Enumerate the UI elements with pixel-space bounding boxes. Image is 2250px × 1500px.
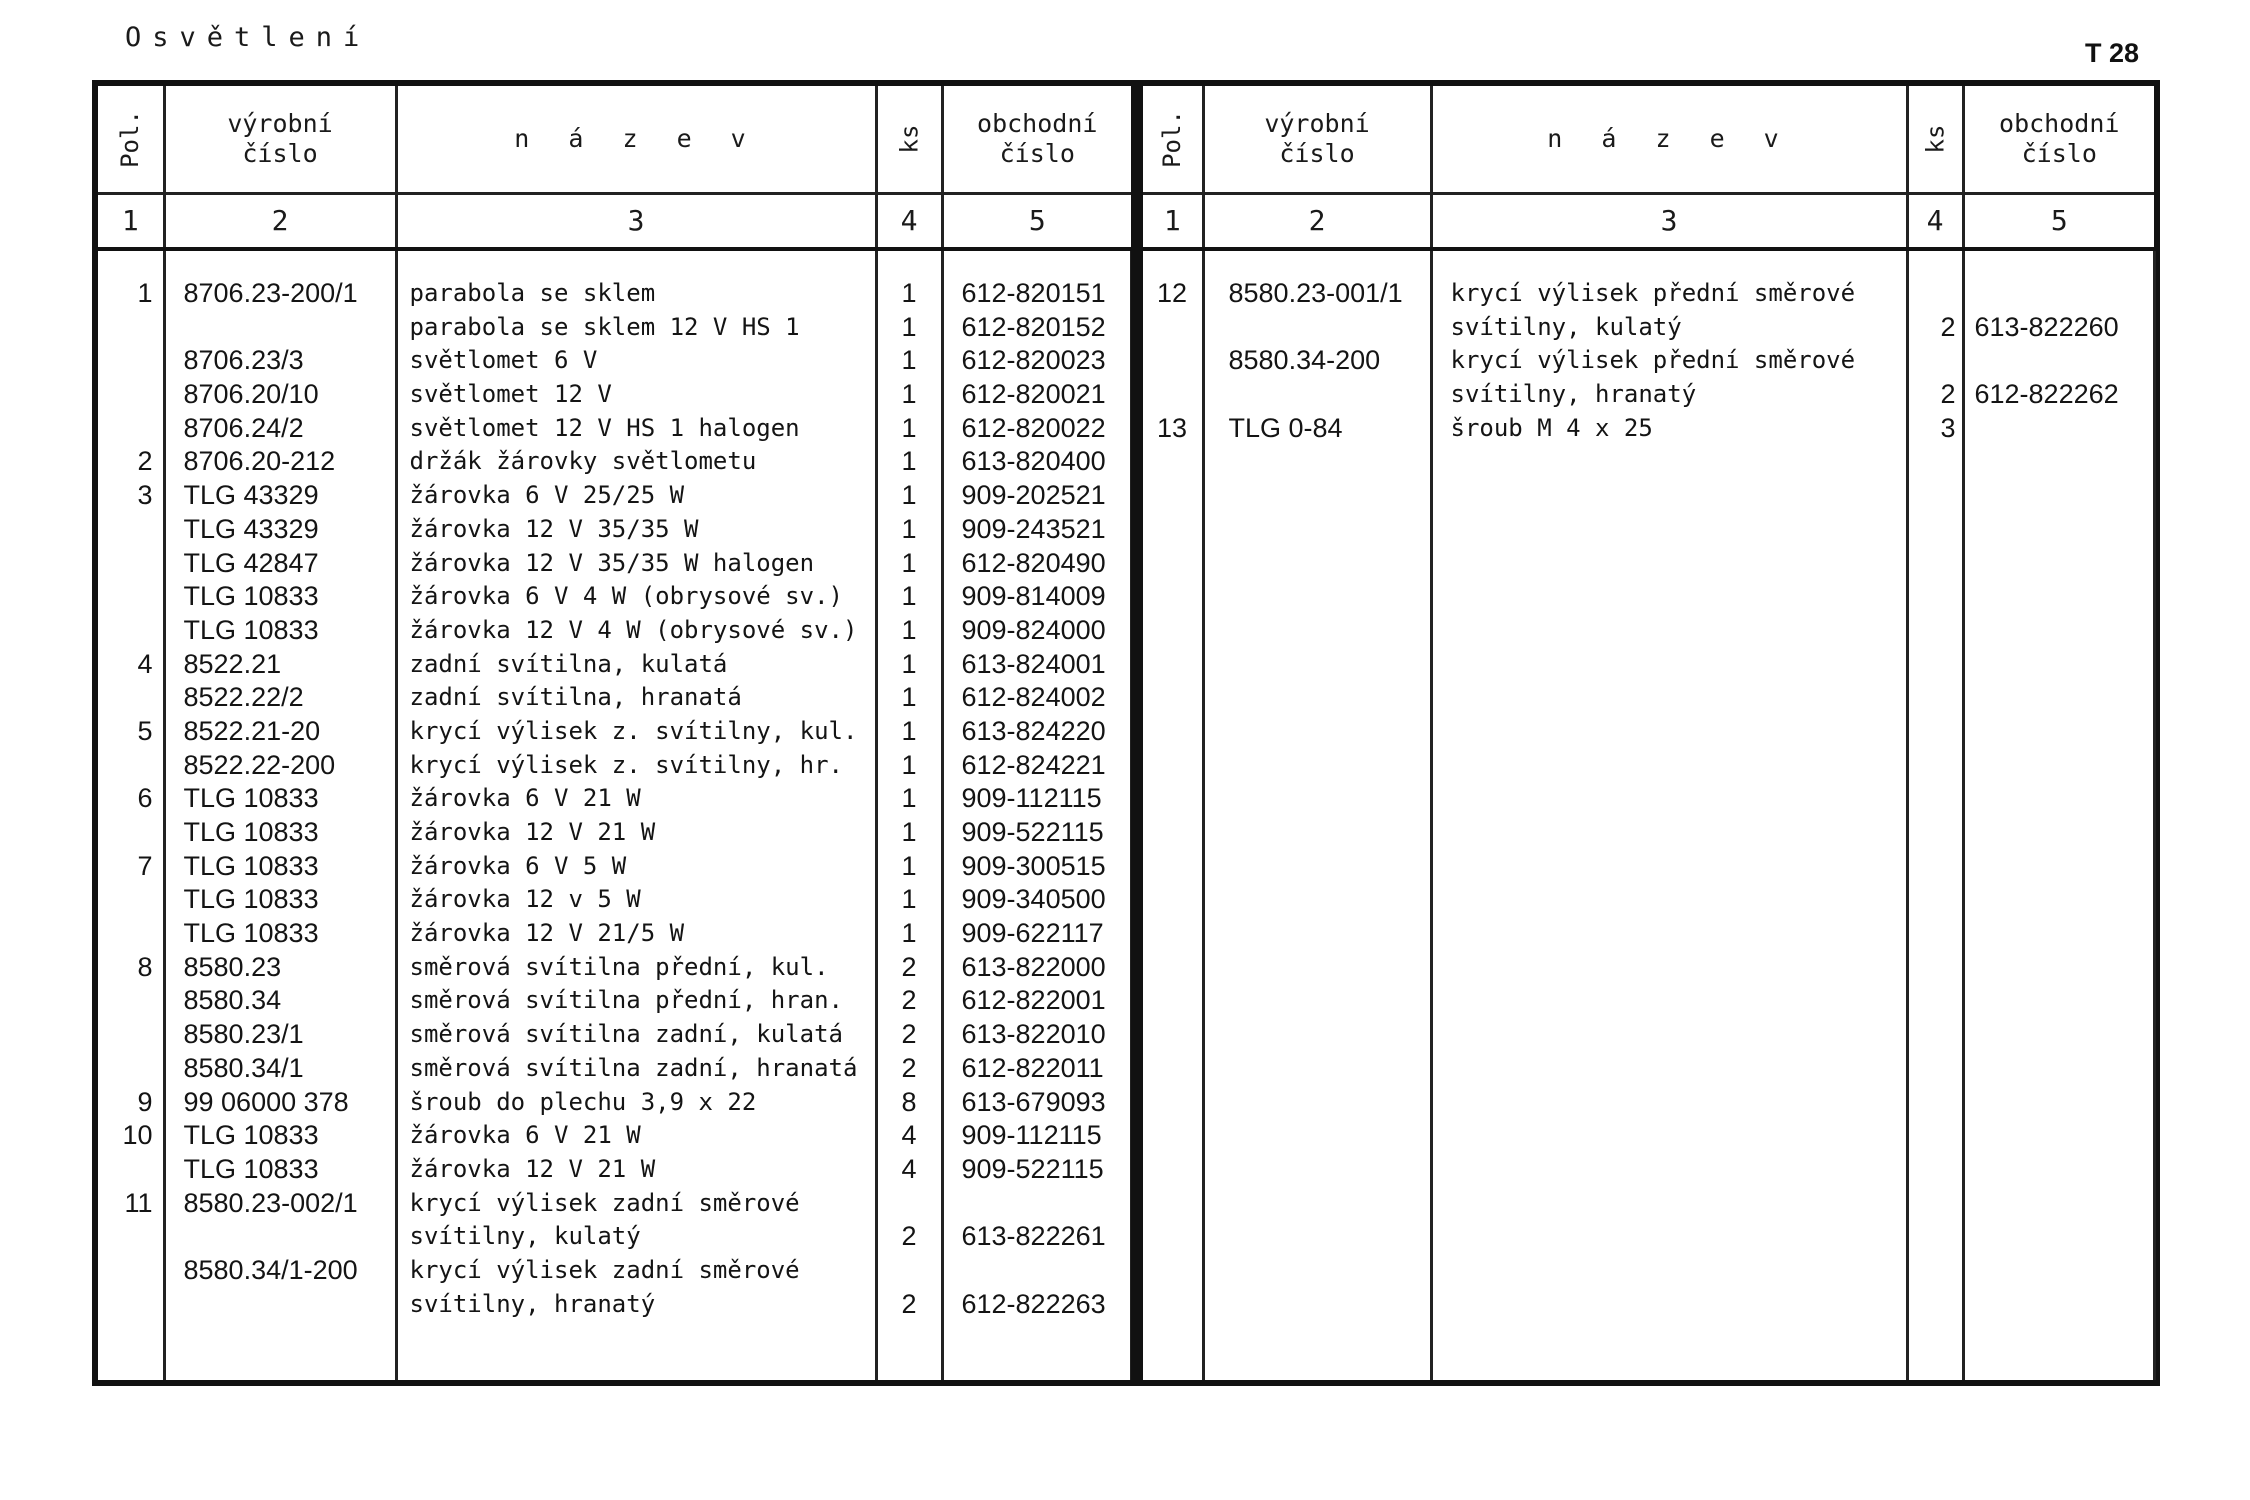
left-row-16-ks: 1	[901, 817, 917, 847]
left-row-30-ks: 2	[901, 1288, 917, 1319]
left-row-0-ks: 1	[901, 278, 917, 308]
left-row-27-nazev: krycí výlisek zadní směrové	[409, 1188, 800, 1217]
left-row-11-nazev: zadní svítilna, kulatá	[409, 649, 728, 678]
left-row-25-pol: 10	[122, 1120, 153, 1151]
left-row-29-ks	[878, 1254, 941, 1288]
colnum-1-right: 1	[1143, 194, 1203, 250]
page-code: T 28	[2085, 38, 2140, 68]
colnum-5-right: 5	[1963, 194, 2154, 250]
right-row-0-pol: 12	[1157, 278, 1188, 308]
colnum-5: 5	[942, 194, 1131, 250]
left-row-10-pol	[98, 614, 163, 648]
left-row-29-obchodni	[944, 1254, 1130, 1288]
right-row-0-obchodni	[1965, 277, 2153, 311]
header-ks: ks	[876, 86, 942, 194]
left-row-10-ks: 1	[901, 614, 917, 645]
left-row-3-pol	[98, 378, 163, 412]
right-row-3-nazev: svítilny, hranatý	[1450, 380, 1697, 409]
header-pol-right: Pol.	[1143, 86, 1203, 194]
left-row-21-pol	[98, 984, 163, 1018]
left-row-9-ks: 1	[901, 581, 917, 612]
left-row-17-nazev: žárovka 6 V 5 W	[409, 851, 627, 880]
left-row-19-cislo: TLG 10833	[183, 918, 319, 949]
left-row-5-obchodni: 613-820400	[961, 446, 1106, 477]
left-row-17-obchodni: 909-300515	[961, 850, 1106, 881]
left-row-26-pol	[98, 1153, 163, 1187]
header-pol: Pol.	[98, 86, 164, 194]
left-table-half	[98, 86, 1131, 1380]
left-row-0-pol: 1	[137, 278, 153, 308]
left-row-15-cislo: TLG 10833	[183, 783, 319, 814]
left-row-4-cislo: 8706.24/2	[183, 412, 304, 443]
left-column-nazev	[396, 249, 876, 1380]
left-row-21-cislo: 8580.34	[183, 985, 282, 1016]
left-row-22-cislo: 8580.23/1	[183, 1019, 304, 1050]
left-row-6-cislo: TLG 43329	[183, 480, 319, 511]
left-row-13-nazev: krycí výlisek z. svítilny, kul.	[409, 716, 858, 745]
left-row-18-pol	[98, 883, 163, 917]
left-row-4-obchodni: 612-820022	[961, 412, 1106, 443]
left-row-24-obchodni: 613-679093	[961, 1086, 1106, 1117]
left-row-10-obchodni: 909-824000	[961, 614, 1106, 645]
left-column-obchodni	[942, 249, 1131, 1380]
left-row-12-cislo: 8522.22/2	[183, 682, 304, 713]
left-row-7-pol	[98, 513, 163, 547]
right-row-3-obchodni: 612-822262	[1974, 379, 2119, 410]
left-row-7-ks: 1	[901, 513, 917, 544]
right-row-1-nazev: svítilny, kulatý	[1450, 312, 1682, 341]
left-row-29-pol	[98, 1254, 163, 1288]
left-row-30-cislo	[166, 1288, 395, 1322]
left-row-6-ks: 1	[901, 480, 917, 511]
parts-table-frame	[92, 80, 2160, 1386]
left-row-17-pol: 7	[137, 850, 153, 881]
left-row-12-nazev: zadní svítilna, hranatá	[409, 683, 742, 712]
left-row-9-cislo: TLG 10833	[183, 581, 319, 612]
left-row-20-obchodni: 613-822000	[961, 951, 1106, 982]
left-row-8-pol	[98, 547, 163, 581]
left-row-5-ks: 1	[901, 446, 917, 477]
left-row-8-cislo: TLG 42847	[183, 547, 319, 578]
left-row-4-pol	[98, 412, 163, 446]
right-row-2-obchodni	[1965, 344, 2153, 378]
left-row-1-cislo	[166, 311, 395, 345]
left-row-25-ks: 4	[901, 1120, 917, 1151]
colnum-1: 1	[98, 194, 164, 250]
right-parts-table	[1143, 86, 2156, 1380]
left-row-1-pol	[98, 311, 163, 345]
header-obchodni-cislo-right: obchodní číslo	[1963, 86, 2154, 194]
header-nazev: n á z e v	[396, 86, 876, 194]
right-column-cislo	[1203, 249, 1431, 1380]
right-row-3-pol	[1143, 378, 1202, 412]
page-title: Osvětlení	[125, 22, 371, 53]
right-row-2-pol	[1143, 344, 1202, 378]
right-table-half	[1131, 86, 2154, 1380]
left-row-29-cislo: 8580.34/1-200	[183, 1254, 358, 1285]
left-row-27-ks	[878, 1187, 941, 1221]
left-row-6-obchodni: 909-202521	[961, 480, 1106, 511]
colnum-2: 2	[164, 194, 396, 250]
right-row-4-nazev: šroub M 4 x 25	[1450, 413, 1653, 442]
left-row-24-cislo: 99 06000 378	[183, 1086, 349, 1117]
left-column-pol	[98, 249, 164, 1380]
left-row-4-ks: 1	[901, 412, 917, 443]
colnum-2-right: 2	[1203, 194, 1431, 250]
right-row-4-pol: 13	[1157, 412, 1188, 443]
right-row-4-obchodni	[1965, 412, 2153, 446]
left-row-18-cislo: TLG 10833	[183, 884, 319, 915]
left-row-12-obchodni: 612-824002	[961, 682, 1106, 713]
left-row-10-nazev: žárovka 12 V 4 W (obrysové sv.)	[409, 615, 858, 644]
left-row-6-pol: 3	[137, 480, 153, 511]
left-row-28-ks: 2	[901, 1221, 917, 1252]
left-row-15-ks: 1	[901, 783, 917, 814]
left-row-21-ks: 2	[901, 985, 917, 1016]
left-row-28-cislo	[166, 1220, 395, 1254]
right-row-2-cislo: 8580.34-200	[1228, 345, 1381, 376]
header-ks-right: ks	[1907, 86, 1963, 194]
left-row-29-nazev: krycí výlisek zadní směrové	[409, 1255, 800, 1284]
left-row-13-obchodni: 613-824220	[961, 715, 1106, 746]
left-row-14-cislo: 8522.22-200	[183, 749, 336, 780]
left-row-22-ks: 2	[901, 1019, 917, 1050]
left-row-7-nazev: žárovka 12 V 35/35 W	[409, 514, 699, 543]
header-obchodni-cislo: obchodní číslo	[942, 86, 1131, 194]
left-row-0-nazev: parabola se sklem	[409, 279, 656, 307]
left-row-13-ks: 1	[901, 715, 917, 746]
left-row-3-ks: 1	[901, 379, 917, 410]
right-column-nazev	[1431, 249, 1907, 1380]
left-row-16-obchodni: 909-522115	[961, 817, 1104, 847]
left-row-4-nazev: světlomet 12 V HS 1 halogen	[409, 413, 800, 442]
right-row-0-cislo: 8580.23-001/1	[1228, 278, 1403, 308]
left-row-22-pol	[98, 1018, 163, 1052]
left-row-27-pol: 11	[124, 1187, 153, 1218]
left-row-24-pol: 9	[137, 1086, 153, 1117]
left-row-21-obchodni: 612-822001	[961, 985, 1106, 1016]
left-row-7-obchodni: 909-243521	[961, 513, 1106, 544]
left-row-15-obchodni: 909-112115	[961, 783, 1102, 814]
left-row-23-ks: 2	[901, 1052, 917, 1083]
left-row-14-obchodni: 612-824221	[961, 749, 1106, 780]
right-column-ks	[1907, 249, 1963, 1380]
left-row-23-pol	[98, 1052, 163, 1086]
left-row-26-ks: 4	[901, 1153, 917, 1184]
left-row-14-nazev: krycí výlisek z. svítilny, hr.	[409, 750, 843, 779]
left-row-16-cislo: TLG 10833	[183, 817, 319, 847]
colnum-3-right: 3	[1431, 194, 1907, 250]
right-row-4-cislo: TLG 0-84	[1228, 412, 1343, 443]
left-row-1-ks: 1	[901, 311, 917, 342]
left-row-25-obchodni: 909-112115	[961, 1120, 1102, 1151]
right-row-2-nazev: krycí výlisek přední směrové	[1450, 346, 1856, 375]
left-row-23-cislo: 8580.34/1	[183, 1052, 304, 1083]
left-parts-table	[98, 86, 1133, 1380]
left-row-13-cislo: 8522.21-20	[183, 715, 321, 746]
right-row-1-obchodni: 613-822260	[1974, 311, 2119, 342]
left-row-30-obchodni: 612-822263	[961, 1288, 1106, 1319]
left-row-20-ks: 2	[901, 951, 917, 982]
left-row-1-nazev: parabola se sklem 12 V HS 1	[409, 312, 800, 341]
left-row-3-nazev: světlomet 12 V	[409, 380, 612, 409]
left-column-cislo	[164, 249, 396, 1380]
left-row-25-nazev: žárovka 6 V 21 W	[409, 1121, 641, 1150]
left-row-8-obchodni: 612-820490	[961, 547, 1106, 578]
left-row-18-obchodni: 909-340500	[961, 884, 1106, 915]
left-row-22-obchodni: 613-822010	[961, 1019, 1106, 1050]
left-row-28-obchodni: 613-822261	[961, 1221, 1106, 1252]
left-row-12-ks: 1	[901, 682, 917, 713]
left-row-11-pol: 4	[137, 648, 153, 679]
left-row-3-obchodni: 612-820021	[961, 379, 1106, 410]
left-row-24-nazev: šroub do plechu 3,9 x 22	[409, 1087, 757, 1116]
left-row-22-nazev: směrová svítilna zadní, kulatá	[409, 1020, 843, 1049]
left-row-18-ks: 1	[901, 884, 917, 915]
right-row-3-ks: 2	[1940, 379, 1956, 410]
left-row-26-cislo: TLG 10833	[183, 1153, 319, 1184]
left-row-9-pol	[98, 580, 163, 614]
left-row-11-cislo: 8522.21	[183, 648, 282, 679]
left-row-10-cislo: TLG 10833	[183, 614, 319, 645]
left-row-27-cislo: 8580.23-002/1	[183, 1187, 358, 1218]
left-row-17-ks: 1	[901, 850, 917, 881]
left-row-5-nazev: držák žárovky světlometu	[409, 447, 757, 476]
colnum-4: 4	[876, 194, 942, 250]
left-row-2-ks: 1	[901, 345, 917, 376]
left-row-0-obchodni: 612-820151	[961, 278, 1106, 308]
left-row-28-pol	[98, 1220, 163, 1254]
left-row-8-nazev: žárovka 12 V 35/35 W halogen	[409, 548, 815, 577]
left-row-12-pol	[98, 681, 163, 715]
left-row-30-nazev: svítilny, hranatý	[409, 1289, 656, 1318]
left-row-11-obchodni: 613-824001	[961, 648, 1106, 679]
left-row-20-nazev: směrová svítilna přední, kul.	[409, 952, 829, 981]
left-row-15-pol: 6	[137, 783, 153, 814]
left-row-5-cislo: 8706.20-212	[183, 446, 336, 477]
left-row-20-cislo: 8580.23	[183, 951, 282, 982]
left-row-24-ks: 8	[901, 1086, 917, 1117]
left-row-15-nazev: žárovka 6 V 21 W	[409, 784, 641, 813]
right-row-1-cislo	[1205, 311, 1430, 345]
left-row-16-nazev: žárovka 12 V 21 W	[409, 818, 656, 846]
left-row-9-nazev: žárovka 6 V 4 W (obrysové sv.)	[409, 582, 843, 611]
right-row-4-ks: 3	[1940, 412, 1956, 443]
right-column-obchodni	[1963, 249, 2154, 1380]
left-row-18-nazev: žárovka 12 v 5 W	[409, 885, 641, 914]
left-row-21-nazev: směrová svítilna přední, hran.	[409, 986, 843, 1015]
left-row-19-pol	[98, 917, 163, 951]
left-row-19-nazev: žárovka 12 V 21/5 W	[409, 919, 685, 948]
left-row-9-obchodni: 909-814009	[961, 581, 1106, 612]
left-row-2-pol	[98, 344, 163, 378]
left-row-0-cislo: 8706.23-200/1	[183, 278, 358, 308]
left-row-3-cislo: 8706.20/10	[183, 379, 319, 410]
left-row-25-cislo: TLG 10833	[183, 1120, 319, 1151]
left-row-16-pol	[98, 816, 163, 850]
left-row-13-pol: 5	[137, 715, 153, 746]
left-row-2-cislo: 8706.23/3	[183, 345, 304, 376]
left-row-19-ks: 1	[901, 918, 917, 949]
left-row-5-pol: 2	[137, 446, 153, 477]
header-vyrobni-cislo-right: výrobní číslo	[1203, 86, 1431, 194]
left-row-28-nazev: svítilny, kulatý	[409, 1222, 641, 1251]
right-row-3-cislo	[1205, 378, 1430, 412]
left-row-27-obchodni	[944, 1187, 1130, 1221]
left-column-ks	[876, 249, 942, 1380]
left-row-26-nazev: žárovka 12 V 21 W	[409, 1154, 656, 1183]
left-row-7-cislo: TLG 43329	[183, 513, 319, 544]
colnum-4-right: 4	[1907, 194, 1963, 250]
colnum-3: 3	[396, 194, 876, 250]
right-row-1-ks: 2	[1940, 311, 1956, 342]
header-vyrobni-cislo: výrobní číslo	[164, 86, 396, 194]
left-row-30-pol	[98, 1288, 163, 1322]
right-column-pol	[1143, 249, 1203, 1380]
left-row-23-nazev: směrová svítilna zadní, hranatá	[409, 1053, 858, 1082]
left-row-8-ks: 1	[901, 547, 917, 578]
right-row-2-ks	[1909, 344, 1962, 378]
right-row-0-ks	[1909, 277, 1962, 311]
left-row-1-obchodni: 612-820152	[961, 311, 1106, 342]
left-row-2-nazev: světlomet 6 V	[409, 346, 598, 375]
left-row-20-pol: 8	[137, 951, 153, 982]
header-nazev-right: n á z e v	[1431, 86, 1907, 194]
left-row-6-nazev: žárovka 6 V 25/25 W	[409, 481, 685, 510]
right-row-0-nazev: krycí výlisek přední směrové	[1450, 279, 1856, 307]
left-row-11-ks: 1	[901, 648, 917, 679]
left-row-19-obchodni: 909-622117	[961, 918, 1104, 949]
left-row-14-pol	[98, 749, 163, 783]
left-row-2-obchodni: 612-820023	[961, 345, 1106, 376]
right-row-1-pol	[1143, 311, 1202, 345]
left-row-26-obchodni: 909-522115	[961, 1153, 1104, 1184]
left-row-14-ks: 1	[901, 749, 917, 780]
left-row-17-cislo: TLG 10833	[183, 850, 319, 881]
left-row-23-obchodni: 612-822011	[961, 1052, 1104, 1083]
